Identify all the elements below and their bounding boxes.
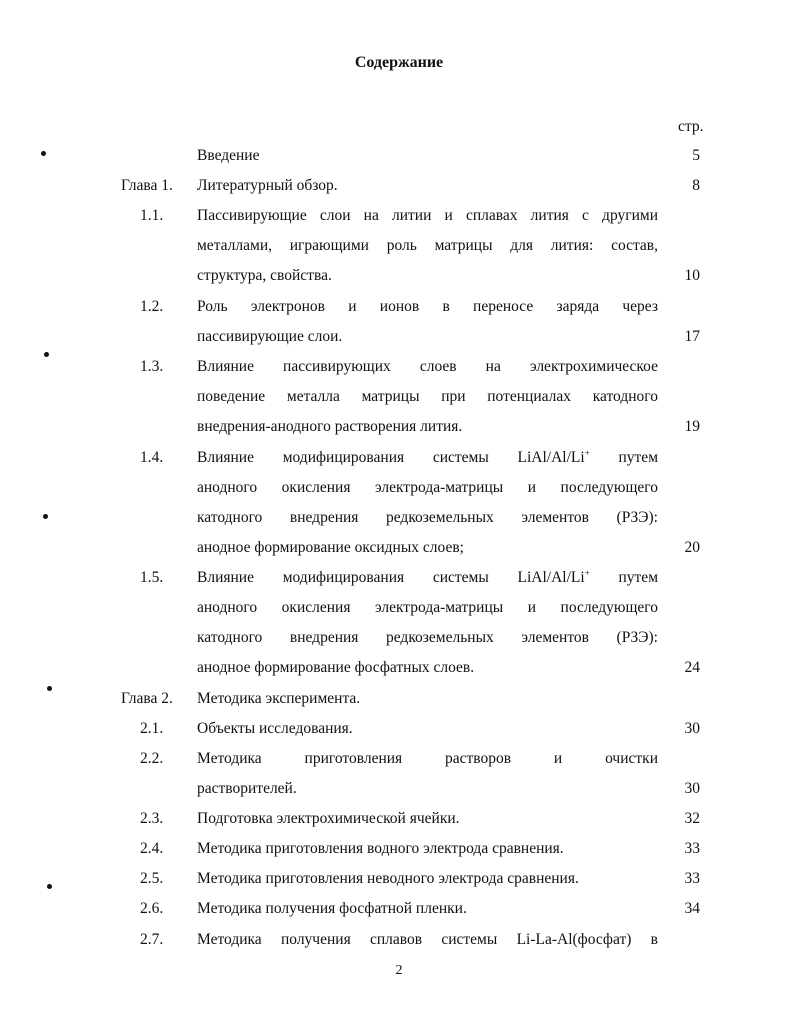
toc-entry-text-line: Введение [197,147,260,164]
toc-entry-text-line: Методика эксперимента. [197,690,361,707]
page-number: 2 [395,963,403,978]
toc-entry-text-line: Подготовка электрохимической ячейки. [197,810,460,827]
toc-entry-text-line: анодного окисления электрода-матрицы и последующего [197,599,658,616]
toc-entry-text-line: Методика приготовления растворов и очистки [197,750,658,767]
toc-entry-page: 17 [684,328,700,345]
toc-entry-text-line: металлами, играющими роль матрицы для лития: состав, [197,237,658,254]
toc-entry-page: 19 [684,418,700,435]
scan-mark [47,884,52,889]
toc-entry-number: 2.3. [140,810,164,827]
scan-mark [47,686,52,691]
toc-entry-page: 33 [684,870,700,887]
toc-entry-text-line: Влияние модифицирования системы LiAl/Al/Li+ путем [197,447,658,466]
toc-entry-number: Глава 2. [121,690,173,707]
toc-entry-page: 33 [684,840,700,857]
toc-entry-page: 8 [692,177,700,194]
toc-entry-page: 20 [684,539,700,556]
toc-entry-number: 1.1. [140,207,164,224]
toc-entry-text-line: структура, свойства. [197,267,332,284]
toc-entry-text-line: пассивирующие слои. [197,328,343,345]
toc-entry-number: 1.5. [140,569,164,586]
toc-entry-text-line: Методика приготовления неводного электрода сравнения. [197,870,579,887]
toc-entry-number: 2.4. [140,840,164,857]
toc-entry-number: 2.2. [140,750,164,767]
toc-entry-text-line: Методика приготовления водного электрода сравнения. [197,840,564,857]
toc-entry-text-line: Объекты исследования. [197,720,353,737]
toc-entry-text-line: катодного внедрения редкоземельных элементов (РЗЭ): [197,629,658,646]
toc-entry-text-line: Влияние модифицирования системы LiAl/Al/Li+ путем [197,567,658,586]
scan-mark [43,514,48,519]
toc-entry-number: 2.5. [140,870,164,887]
scan-mark [41,151,46,156]
page-title: Содержание [354,54,444,71]
toc-entry-text-line: поведение металла матрицы при потенциалах катодного [197,388,658,405]
toc-entry-page: 32 [684,810,700,827]
toc-entry-text-line: анодного окисления электрода-матрицы и последующего [197,479,658,496]
toc-entry-text-line: Методика получения сплавов системы Li-La-Al(фосфат) в [197,931,658,948]
toc-entry-page: 24 [684,659,700,676]
toc-entry-number: 2.1. [140,720,164,737]
toc-entry-page: 10 [684,267,700,284]
toc-entry-text-line: Влияние пассивирующих слоев на электрохимическое [197,358,658,375]
toc-entry-text-line: растворителей. [197,780,297,797]
page-column-label: стр. [678,118,704,135]
toc-entry-number: Глава 1. [121,177,173,194]
toc-entry-number: 1.3. [140,358,164,375]
toc-entry-text-line: Литературный обзор. [197,177,338,194]
toc-entry-page: 30 [684,780,700,797]
scan-mark [44,352,49,357]
toc-entry-text-line: Методика получения фосфатной пленки. [197,900,467,917]
toc-entry-text-line: анодное формирование фосфатных слоев. [197,659,475,676]
toc-entry-number: 1.2. [140,298,164,315]
toc-entry-text-line: анодное формирование оксидных слоев; [197,539,464,556]
toc-entry-text-line: катодного внедрения редкоземельных элементов (РЗЭ): [197,509,658,526]
toc-entry-number: 1.4. [140,449,164,466]
toc-entry-page: 34 [684,900,700,917]
toc-entry-number: 2.6. [140,900,164,917]
toc-entry-number: 2.7. [140,931,164,948]
toc-entry-page: 5 [692,147,700,164]
toc-entry-text-line: Пассивирующие слои на литии и сплавах лития с другими [197,207,658,224]
toc-entry-text-line: Роль электронов и ионов в переносе заряда через [197,298,658,315]
toc-entry-page: 30 [684,720,700,737]
toc-entry-text-line: внедрения-анодного растворения лития. [197,418,463,435]
